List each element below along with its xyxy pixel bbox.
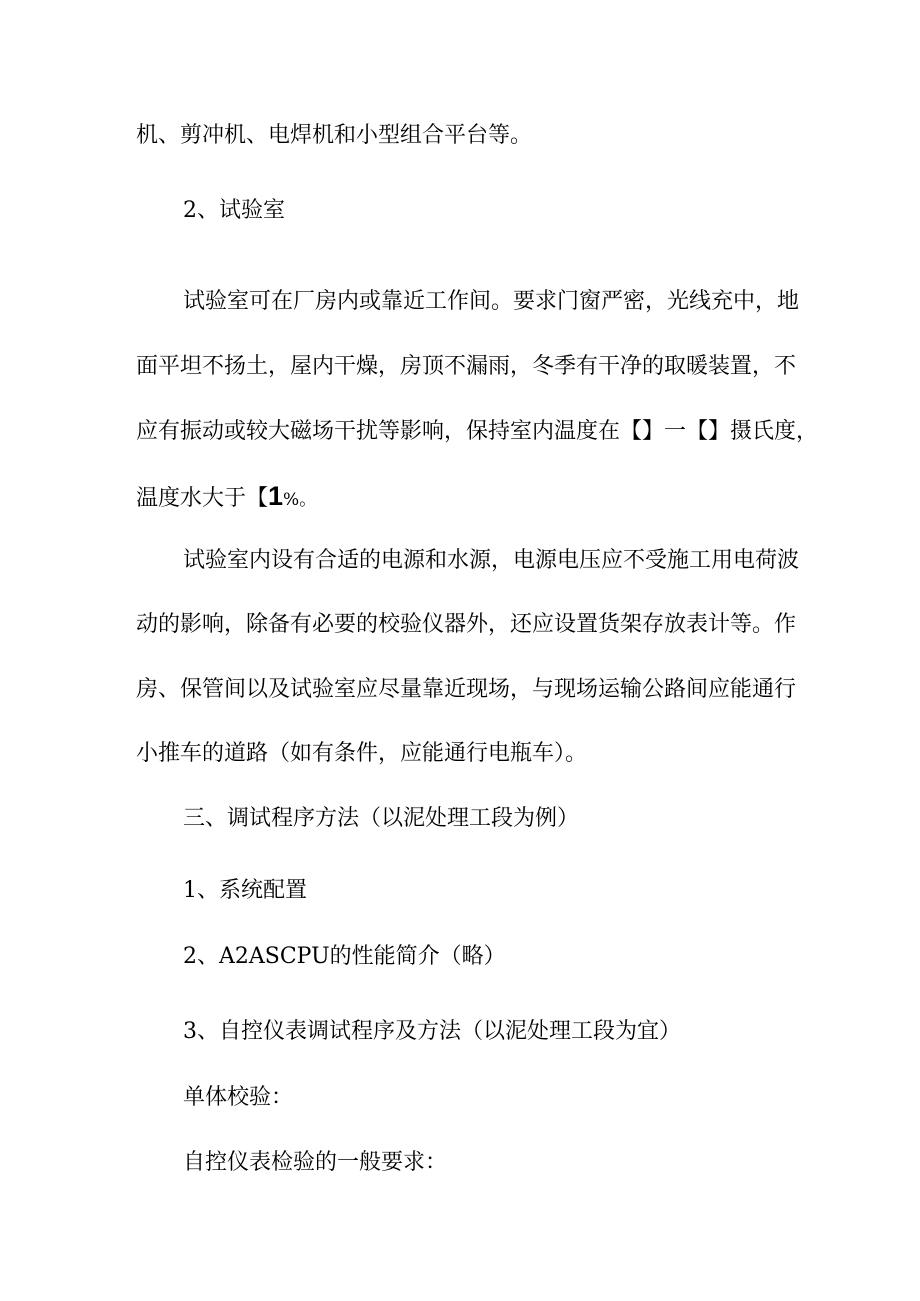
item-system-config: 1、系统配置	[183, 878, 307, 903]
para2-line3: 房、保管间以及试验室应尽量靠近现场，与现场运输公路间应能通行	[136, 677, 797, 702]
para1-line3: 应有振动或较大磁场干扰等影响，保持室内温度在【】一【】摄氏度，	[136, 419, 819, 444]
para1-line4-suffix: %。	[283, 490, 317, 510]
section-3-heading: 三、调试程序方法（以泥处理工段为例）	[183, 806, 580, 831]
para1-line4-number: 1	[268, 481, 284, 511]
section-2-heading: 2、试验室	[183, 198, 285, 223]
item-cpu-intro: 2、A2ASCPU的性能简介（略）	[183, 944, 506, 969]
para1-line2: 面平坦不扬土，屋内干燥，房顶不漏雨，冬季有干净的取暖装置，不	[136, 354, 797, 379]
para2-line2: 动的影响，除备有必要的校验仪器外，还应设置货架存放表计等。作	[136, 612, 797, 637]
para1-line1: 试验室可在厂房内或靠近工作间。要求门窗严密，光线充中，地	[183, 289, 800, 314]
general-requirements-label: 自控仪表检验的一般要求：	[183, 1150, 448, 1175]
para2-line4: 小推车的道路（如有条件，应能通行电瓶车）。	[136, 741, 588, 766]
item-instrument-debug: 3、自控仪表调试程序及方法（以泥处理工段为宜）	[183, 1019, 681, 1044]
single-check-label: 单体校验：	[183, 1085, 294, 1110]
para2-line1: 试验室内设有合适的电源和水源，电源电压应不受施工用电荷波	[183, 548, 800, 573]
para1-line4-prefix: 温度水大于【	[136, 486, 269, 511]
para1-line4	[136, 481, 316, 515]
continuation-line: 机、剪冲机、电焊机和小型组合平台等。	[136, 123, 533, 148]
